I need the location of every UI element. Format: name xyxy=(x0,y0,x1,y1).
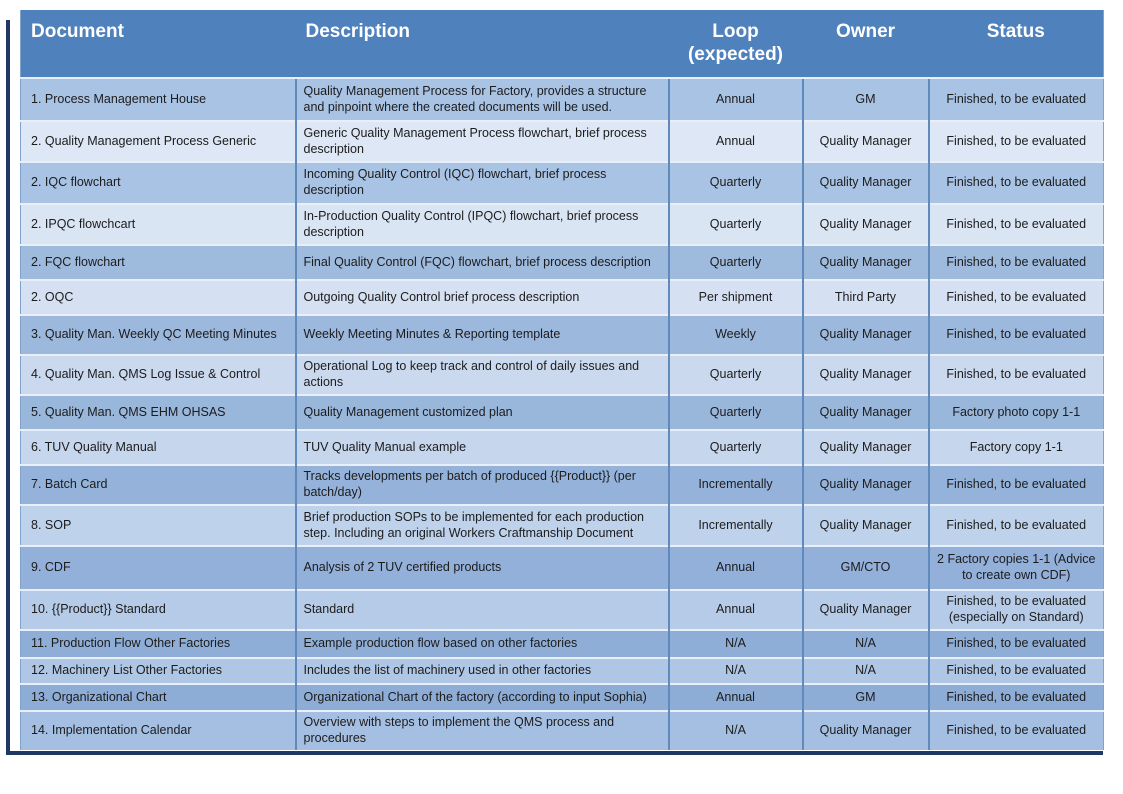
cell-loop: Quarterly xyxy=(669,430,803,465)
table-row xyxy=(21,395,1104,430)
cell-document: 13. Organizational Chart xyxy=(21,684,296,711)
cell-loop: Annual xyxy=(669,546,803,590)
cell-status: Factory photo copy 1-1 xyxy=(929,395,1104,430)
cell-status: Finished, to be evaluated xyxy=(929,121,1104,162)
cell-owner: Third Party xyxy=(803,280,929,315)
cell-status: Finished, to be evaluated xyxy=(929,711,1104,750)
cell-description: Standard xyxy=(296,590,669,630)
cell-document: 8. SOP xyxy=(21,505,296,546)
cell-owner: Quality Manager xyxy=(803,121,929,162)
cell-status: Finished, to be evaluated xyxy=(929,162,1104,204)
cell-description: Weekly Meeting Minutes & Reporting template xyxy=(296,315,669,355)
cell-owner: N/A xyxy=(803,630,929,658)
cell-description: Generic Quality Management Process flowchart, brief process description xyxy=(296,121,669,162)
cell-loop: Weekly xyxy=(669,315,803,355)
cell-status: Finished, to be evaluated xyxy=(929,630,1104,658)
cell-owner: Quality Manager xyxy=(803,315,929,355)
cell-status: Finished, to be evaluated xyxy=(929,658,1104,684)
cell-owner: Quality Manager xyxy=(803,590,929,630)
cell-status: Finished, to be evaluated xyxy=(929,280,1104,315)
cell-status: Factory copy 1-1 xyxy=(929,430,1104,465)
cell-description: Analysis of 2 TUV certified products xyxy=(296,546,669,590)
cell-document: 5. Quality Man. QMS EHM OHSAS xyxy=(21,395,296,430)
column-header-loop: Loop (expected) xyxy=(669,10,803,78)
cell-owner: N/A xyxy=(803,658,929,684)
cell-loop: Quarterly xyxy=(669,204,803,245)
cell-description: Incoming Quality Control (IQC) flowchart, brief process description xyxy=(296,162,669,204)
cell-document: 2. Quality Management Process Generic xyxy=(21,121,296,162)
table-row xyxy=(21,684,1104,711)
cell-document: 2. OQC xyxy=(21,280,296,315)
cell-document: 2. FQC flowchart xyxy=(21,245,296,280)
cell-description: Outgoing Quality Control brief process description xyxy=(296,280,669,315)
cell-owner: Quality Manager xyxy=(803,204,929,245)
cell-document: 14. Implementation Calendar xyxy=(21,711,296,750)
cell-loop: N/A xyxy=(669,658,803,684)
table-row xyxy=(21,590,1104,630)
cell-owner: Quality Manager xyxy=(803,355,929,395)
table-row xyxy=(21,78,1104,121)
cell-description: In-Production Quality Control (IPQC) flowchart, brief process description xyxy=(296,204,669,245)
table-row xyxy=(21,204,1104,245)
table-header xyxy=(21,10,1104,78)
cell-description: Quality Management Process for Factory, provides a structure and pinpoint where the created documents will be used. xyxy=(296,78,669,121)
table-row xyxy=(21,121,1104,162)
cell-loop: Annual xyxy=(669,78,803,121)
table-row xyxy=(21,658,1104,684)
table-row xyxy=(21,630,1104,658)
table-row xyxy=(21,355,1104,395)
cell-document: 3. Quality Man. Weekly QC Meeting Minutes xyxy=(21,315,296,355)
cell-owner: Quality Manager xyxy=(803,162,929,204)
table-frame-bottom-accent xyxy=(6,751,1103,755)
table-row xyxy=(21,465,1104,505)
cell-description: Final Quality Control (FQC) flowchart, brief process description xyxy=(296,245,669,280)
cell-loop: Annual xyxy=(669,121,803,162)
cell-status: Finished, to be evaluated xyxy=(929,78,1104,121)
cell-document: 4. Quality Man. QMS Log Issue & Control xyxy=(21,355,296,395)
cell-owner: GM xyxy=(803,684,929,711)
cell-description: Example production flow based on other factories xyxy=(296,630,669,658)
cell-status: Finished, to be evaluated xyxy=(929,465,1104,505)
cell-description: TUV Quality Manual example xyxy=(296,430,669,465)
cell-status: Finished, to be evaluated xyxy=(929,684,1104,711)
cell-loop: N/A xyxy=(669,630,803,658)
column-header-document: Document xyxy=(21,10,296,78)
cell-loop: Quarterly xyxy=(669,355,803,395)
column-header-description: Description xyxy=(296,10,669,78)
table-row xyxy=(21,505,1104,546)
cell-owner: Quality Manager xyxy=(803,430,929,465)
cell-loop: Quarterly xyxy=(669,162,803,204)
table-row xyxy=(21,711,1104,750)
cell-loop: N/A xyxy=(669,711,803,750)
qms-documents-table xyxy=(20,10,1104,750)
cell-owner: Quality Manager xyxy=(803,245,929,280)
cell-description: Overview with steps to implement the QMS process and procedures xyxy=(296,711,669,750)
cell-document: 11. Production Flow Other Factories xyxy=(21,630,296,658)
column-header-status: Status xyxy=(929,10,1104,78)
table-frame-left-accent xyxy=(6,20,10,755)
table-row xyxy=(21,546,1104,590)
cell-status: Finished, to be evaluated xyxy=(929,355,1104,395)
cell-owner: Quality Manager xyxy=(803,395,929,430)
cell-loop: Incrementally xyxy=(669,505,803,546)
cell-description: Organizational Chart of the factory (according to input Sophia) xyxy=(296,684,669,711)
cell-document: 9. CDF xyxy=(21,546,296,590)
cell-owner: GM xyxy=(803,78,929,121)
cell-loop: Quarterly xyxy=(669,395,803,430)
cell-document: 12. Machinery List Other Factories xyxy=(21,658,296,684)
cell-description: Includes the list of machinery used in other factories xyxy=(296,658,669,684)
cell-description: Operational Log to keep track and control of daily issues and actions xyxy=(296,355,669,395)
cell-document: 2. IQC flowchart xyxy=(21,162,296,204)
cell-status: Finished, to be evaluated xyxy=(929,505,1104,546)
cell-document: 10. {{Product}} Standard xyxy=(21,590,296,630)
cell-owner: Quality Manager xyxy=(803,465,929,505)
cell-status: 2 Factory copies 1-1 (Advice to create own CDF) xyxy=(929,546,1104,590)
header-row xyxy=(21,10,1104,78)
table-row xyxy=(21,315,1104,355)
cell-owner: GM/CTO xyxy=(803,546,929,590)
cell-loop: Incrementally xyxy=(669,465,803,505)
cell-document: 6. TUV Quality Manual xyxy=(21,430,296,465)
table-row xyxy=(21,245,1104,280)
cell-loop: Quarterly xyxy=(669,245,803,280)
cell-description: Quality Management customized plan xyxy=(296,395,669,430)
cell-loop: Per shipment xyxy=(669,280,803,315)
cell-description: Tracks developments per batch of produced {{Product}} (per batch/day) xyxy=(296,465,669,505)
table-row xyxy=(21,430,1104,465)
cell-loop: Annual xyxy=(669,684,803,711)
cell-document: 2. IPQC flowchcart xyxy=(21,204,296,245)
cell-loop: Annual xyxy=(669,590,803,630)
cell-status: Finished, to be evaluated xyxy=(929,245,1104,280)
table-body xyxy=(21,78,1104,750)
table-row xyxy=(21,280,1104,315)
cell-status: Finished, to be evaluated (especially on Standard) xyxy=(929,590,1104,630)
table-row xyxy=(21,162,1104,204)
column-header-owner: Owner xyxy=(803,10,929,78)
cell-owner: Quality Manager xyxy=(803,505,929,546)
cell-status: Finished, to be evaluated xyxy=(929,204,1104,245)
cell-owner: Quality Manager xyxy=(803,711,929,750)
cell-document: 1. Process Management House xyxy=(21,78,296,121)
cell-status: Finished, to be evaluated xyxy=(929,315,1104,355)
cell-description: Brief production SOPs to be implemented for each production step. Including an original Workers Craftmanship Document xyxy=(296,505,669,546)
cell-document: 7. Batch Card xyxy=(21,465,296,505)
